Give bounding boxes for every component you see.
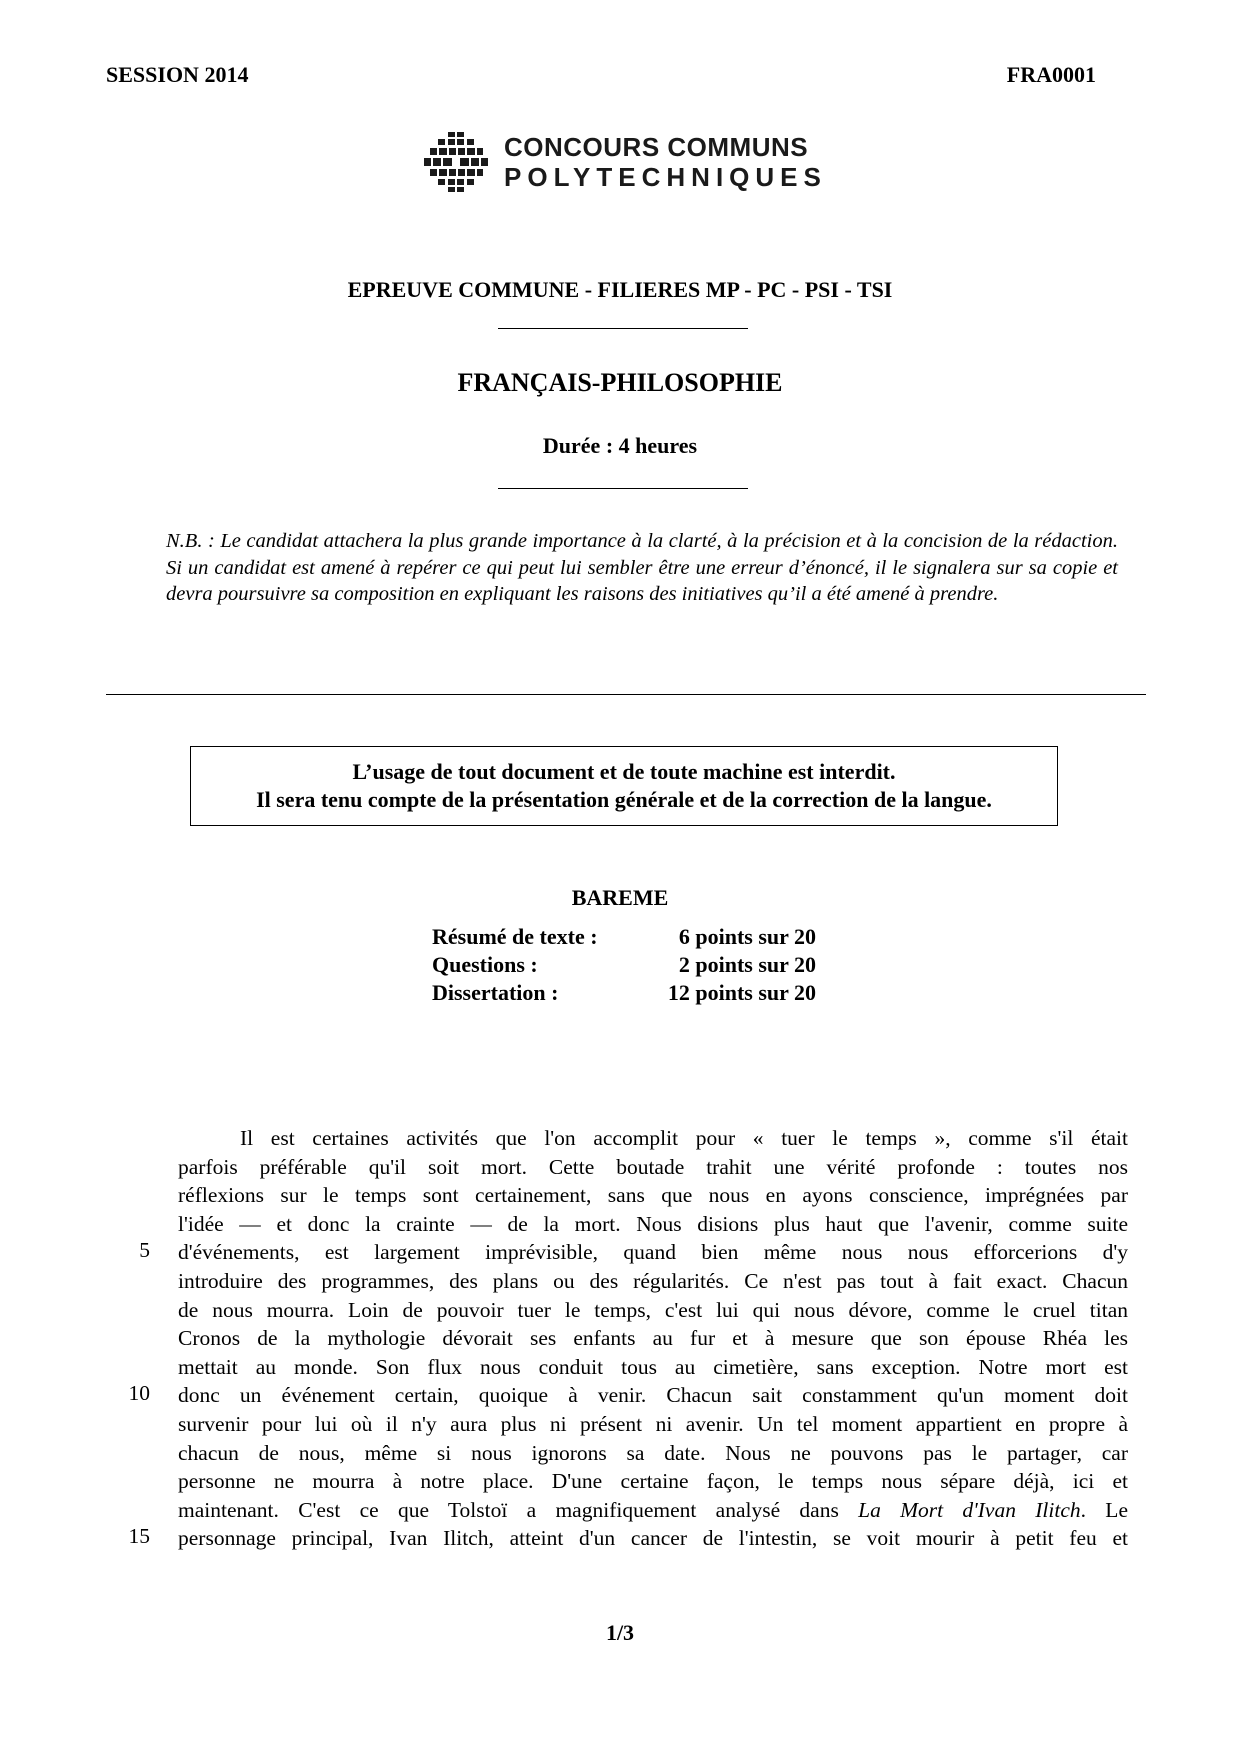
bareme-row xyxy=(432,980,816,1008)
passage-line: l'idée — et donc la crainte — de la mort. Nous disions plus haut que l'avenir, comme suite xyxy=(178,1211,1128,1236)
passage-line: personne ne mourra à notre place. D'une certaine façon, le temps nous sépare déjà, ici et xyxy=(178,1469,1128,1494)
exam-duration: Durée : 4 heures xyxy=(542,433,698,458)
session-label: SESSION 2014 xyxy=(106,62,249,87)
passage-line: mettait au monde. Son flux nous conduit tous au cimetière, sans exception. Notre mort est xyxy=(178,1354,1128,1379)
exam-code: FRA0001 xyxy=(1006,62,1096,87)
passage-line: parfois préférable qu'il soit mort. Cette boutade trahit une vérité profonde : toutes nos xyxy=(178,1154,1128,1179)
passage-line: introduire des programmes, des plans ou des régularités. Ce n'est pas tout à fait exact. Chacun xyxy=(178,1268,1128,1293)
passage-line: d'événements, est largement imprévisible, quand bien même nous nous efforcerions d'y xyxy=(178,1240,1128,1265)
rules-notice-box xyxy=(190,746,1058,826)
text-passage xyxy=(178,1124,1128,1553)
passage-line: de nous mourra. Loin de pouvoir tuer le temps, c'est lui qui nous dévore, comme le cruel titan xyxy=(178,1297,1128,1322)
book-title: La Mort d'Ivan Ilitch xyxy=(858,1497,1081,1522)
passage-line: personnage principal, Ivan Ilitch, atteint d'un cancer de l'intestin, se voit mourir à petit feu et xyxy=(178,1526,1128,1551)
passage-text: maintenant. C'est ce que Tolstoï a magnifiquement analysé dans xyxy=(178,1497,839,1522)
passage-line: survenir pour lui où il n'y aura plus ni présent ni avenir. Un tel moment appartient en propre à xyxy=(178,1411,1128,1436)
globe-grid-icon xyxy=(420,130,492,196)
bareme-label: Résumé de texte : xyxy=(432,924,598,949)
bareme-label: Questions : xyxy=(432,952,538,977)
nb-note: N.B. : Le candidat attachera la plus grande importance à la clarté, à la précision et à la concision de la rédaction. Si un candidat est amené à repérer ce qui peut lui sembler être une erreur d’énoncé, il le signalera sur sa copie et devra poursuivre sa composition en expliquant les raisons des initiatives qu’il a été amené à prendre. xyxy=(166,530,1118,605)
section-divider xyxy=(106,694,1146,695)
notice-line-1: L’usage de tout document et de toute machine est interdit. xyxy=(352,759,896,784)
page-number: 1/3 xyxy=(605,1620,635,1645)
bareme-label: Dissertation : xyxy=(432,980,559,1005)
passage-line: Il est certaines activités que l'on accomplit pour « tuer le temps », comme s'il était xyxy=(240,1126,1128,1150)
bareme-row xyxy=(432,952,816,980)
logo xyxy=(420,130,840,200)
logo-line-1: CONCOURS COMMUNS xyxy=(504,132,809,162)
exam-track: EPREUVE COMMUNE - FILIERES MP - PC - PSI - TSI xyxy=(347,277,893,302)
bareme-title: BAREME xyxy=(571,885,669,910)
passage-text: . Le xyxy=(1080,1497,1128,1522)
divider xyxy=(498,488,748,489)
passage-line xyxy=(178,1496,1128,1525)
line-number: 10 xyxy=(128,1381,150,1405)
passage-line: réflexions sur le temps sont certainement, sans que nous en ayons conscience, imprégnées par xyxy=(178,1183,1128,1208)
bareme-value: 6 points sur 20 xyxy=(678,924,816,949)
page-title: FRANÇAIS-PHILOSOPHIE xyxy=(457,368,783,397)
passage-line: chacun de nous, même si nous ignorons sa date. Nous ne pouvons pas le partager, car xyxy=(178,1440,1128,1465)
line-number: 15 xyxy=(128,1524,150,1548)
bareme-value: 12 points sur 20 xyxy=(667,980,816,1005)
passage-line: donc un événement certain, quoique à venir. Chacun sait constamment qu'un moment doit xyxy=(178,1383,1128,1408)
passage-line: Cronos de la mythologie dévorait ses enfants au fur et à mesure que son épouse Rhéa les xyxy=(178,1326,1128,1351)
divider xyxy=(498,328,748,329)
notice-line-2: Il sera tenu compte de la présentation générale et de la correction de la langue. xyxy=(256,787,992,812)
logo-line-2: POLYTECHNIQUES xyxy=(504,162,827,192)
bareme-value: 2 points sur 20 xyxy=(678,952,816,977)
line-number: 5 xyxy=(139,1238,150,1262)
bareme-row xyxy=(432,924,816,952)
